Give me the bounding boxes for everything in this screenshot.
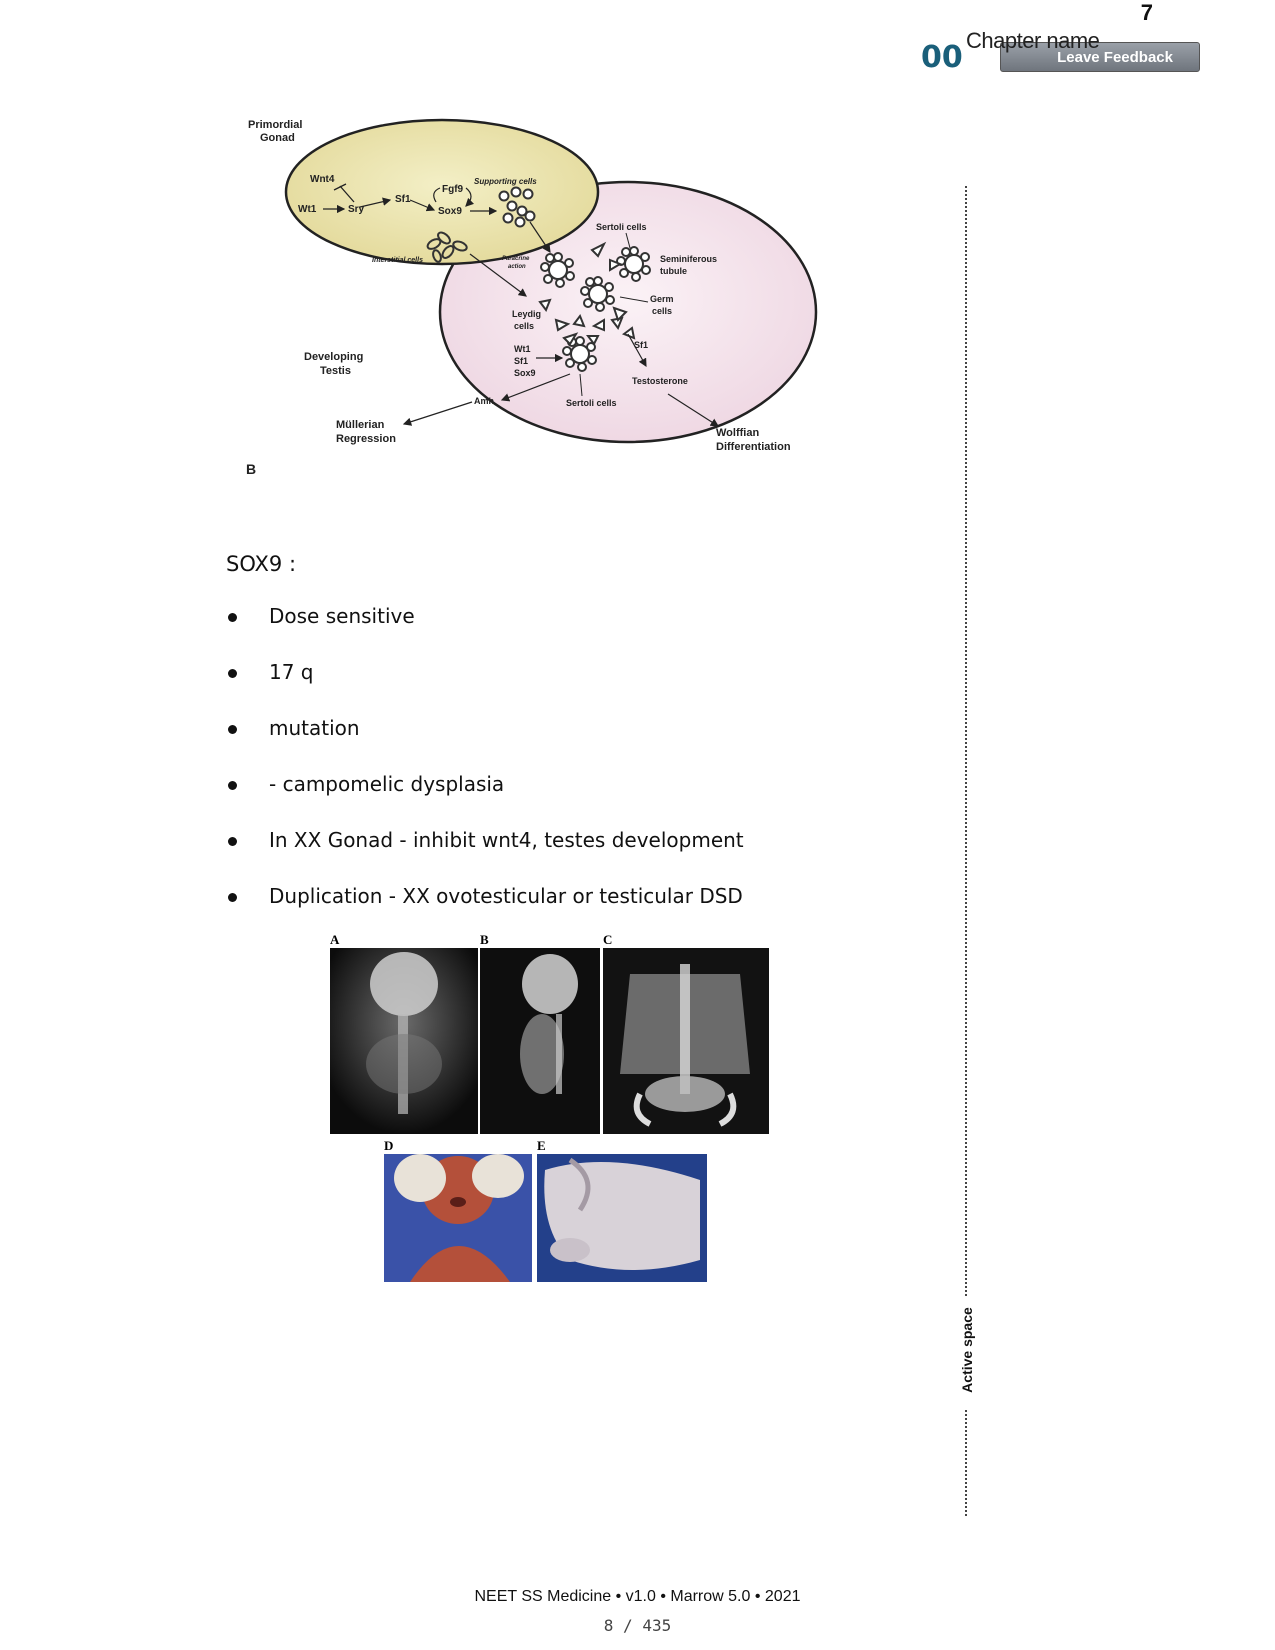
label-sf1-lower: Sf1 xyxy=(514,356,529,366)
photo-panel-e xyxy=(537,1154,707,1282)
leave-feedback-label: Leave Feedback xyxy=(1057,48,1173,66)
list-item: 17 q xyxy=(226,660,744,716)
list-item: Duplication - XX ovotesticular or testicular DSD xyxy=(226,884,744,940)
xray-panel-a xyxy=(330,948,478,1134)
label-sry: Sry xyxy=(348,204,365,215)
xray-figure xyxy=(320,934,770,1136)
label-gonad: Gonad xyxy=(260,132,295,144)
label-leydig-cells: cells xyxy=(514,321,535,331)
label-primordial: Primordial xyxy=(248,119,303,131)
label-wnt4: Wnt4 xyxy=(310,174,335,185)
label-sf1: Sf1 xyxy=(395,194,411,205)
label-germ: Germ xyxy=(650,294,674,304)
label-amh: Amh xyxy=(474,396,494,406)
page-number: 7 xyxy=(1140,0,1153,25)
clinical-photo-figure xyxy=(380,1140,712,1286)
label-sox9: Sox9 xyxy=(438,206,462,217)
panel-label-e: E xyxy=(537,1140,546,1153)
list-item: mutation xyxy=(226,716,744,772)
label-sertoli-top: Sertoli cells xyxy=(596,222,647,232)
active-space-area[interactable] xyxy=(950,1298,984,1410)
xray-panel-c xyxy=(603,948,769,1134)
label-sertoli-bottom: Sertoli cells xyxy=(566,398,617,408)
page-counter: 8 / 435 xyxy=(603,1616,672,1635)
label-testis: Testis xyxy=(320,365,351,377)
chapter-name: Chapter name xyxy=(966,28,1100,53)
list-item: - campomelic dysplasia xyxy=(226,772,744,828)
gonad-differentiation-diagram xyxy=(240,112,820,492)
label-interstitial-cells: Interstitial cells xyxy=(372,257,423,264)
diagram-panel-label: B xyxy=(246,461,257,477)
footer-text: NEET SS Medicine • v1.0 • Marrow 5.0 • 2021 xyxy=(474,1588,801,1605)
label-tubule: tubule xyxy=(660,266,687,276)
label-differentiation: Differentiation xyxy=(716,441,791,453)
photo-panel-d xyxy=(384,1154,532,1282)
list-item: Dose sensitive xyxy=(226,604,744,660)
notes-list xyxy=(226,604,744,940)
panel-label-a: A xyxy=(330,934,340,947)
label-wt1-lower: Wt1 xyxy=(514,344,531,354)
panel-label-c: C xyxy=(603,934,613,947)
label-testosterone: Testosterone xyxy=(632,376,688,386)
label-wt1: Wt1 xyxy=(298,204,317,215)
label-cells: cells xyxy=(652,306,673,316)
label-wolffian: Wolffian xyxy=(716,427,760,439)
label-leydig: Leydig xyxy=(512,309,542,319)
chapter-number: 00 xyxy=(921,40,963,75)
active-space-label: Active space xyxy=(959,1307,975,1393)
label-mullerian: Müllerian xyxy=(336,419,385,431)
panel-label-b: B xyxy=(480,934,489,947)
label-sf1-right: Sf1 xyxy=(634,340,649,350)
label-developing: Developing xyxy=(304,351,364,363)
label-fgf9: Fgf9 xyxy=(442,184,464,195)
label-supporting-cells: Supporting cells xyxy=(474,177,537,186)
label-seminiferous: Seminiferous xyxy=(660,254,718,264)
panel-label-d: D xyxy=(384,1140,394,1153)
label-sox9-lower: Sox9 xyxy=(514,368,536,378)
label-regression: Regression xyxy=(336,433,396,445)
label-paracrine: Paracrine xyxy=(502,256,530,262)
notes-heading: SOX9 : xyxy=(226,552,297,576)
xray-panel-b xyxy=(480,948,600,1134)
label-action: action xyxy=(508,264,526,270)
list-item: In XX Gonad - inhibit wnt4, testes development xyxy=(226,828,744,884)
